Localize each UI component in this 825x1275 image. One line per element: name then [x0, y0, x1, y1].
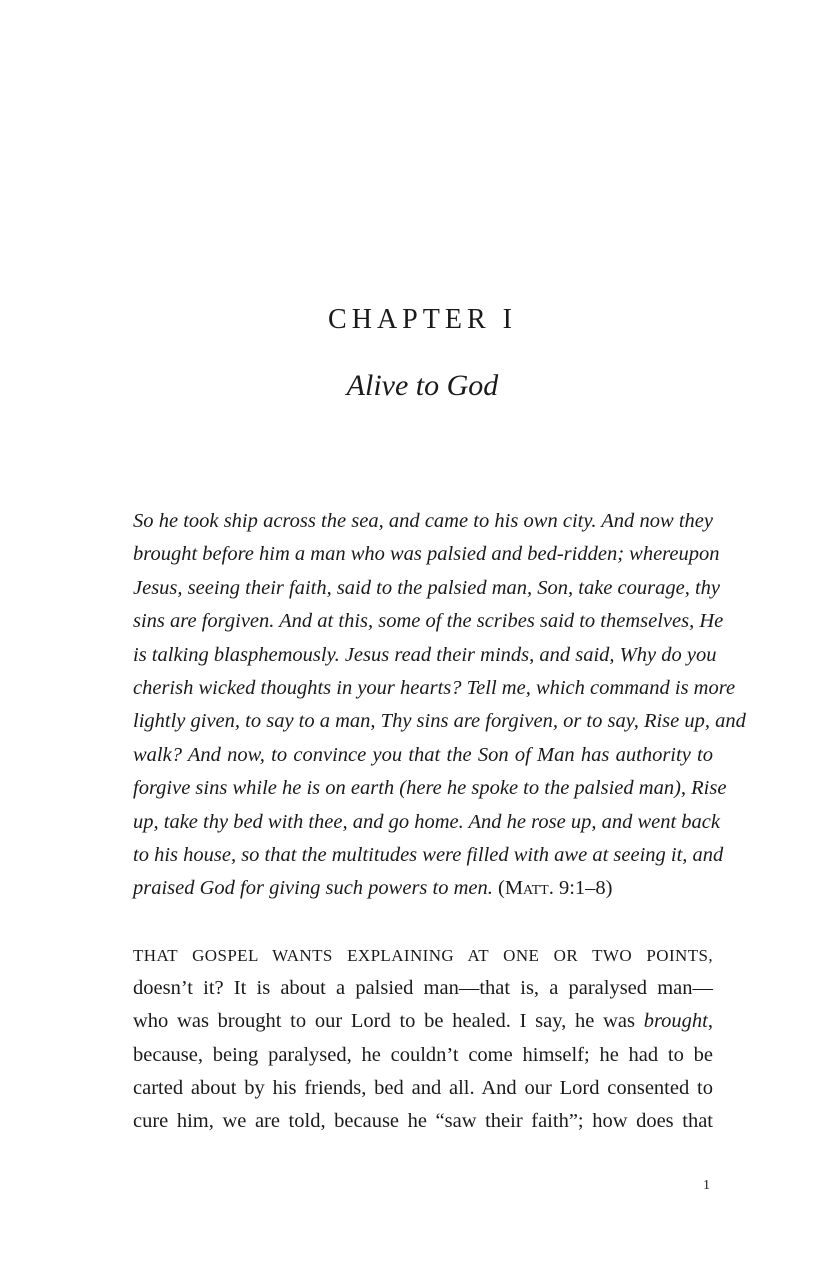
chapter-label: CHAPTER I — [328, 304, 517, 335]
epigraph-line: cherish wicked thoughts in your hearts? Tell me, which command is more — [133, 677, 736, 700]
body-line: because, being paralysed, he couldn’t come himself; he had to be — [133, 1043, 713, 1066]
epigraph-line: forgive sins while he is on earth (here he spoke to the palsied man), Rise — [133, 777, 727, 800]
epigraph-line: to his house, so that the multitudes were filled with awe at seeing it, and — [133, 844, 724, 867]
epigraph-last-line — [133, 872, 713, 905]
body-line — [133, 1005, 713, 1038]
scripture-citation — [498, 877, 613, 899]
epigraph-line: So he took ship across the sea, and came to his own city. And now they — [133, 510, 713, 532]
emphasis-brought: brought — [643, 1010, 708, 1033]
epigraph-line: brought before him a man who was palsied and bed-ridden; whereupon — [133, 543, 720, 566]
epigraph-line: sins are forgiven. And at this, some of the scribes said to themselves, He — [133, 610, 724, 633]
body-line: carted about by his friends, bed and all. And our Lord consented to — [133, 1076, 713, 1099]
citation-book: Matt. — [504, 877, 554, 900]
epigraph-line: walk? And now, to convince you that the Son of Man has authority to — [133, 743, 713, 766]
body-line-text: who was brought to our Lord to be healed. I say, he was — [133, 1010, 644, 1033]
chapter-title: Alive to God — [346, 369, 499, 402]
body-line: doesn’t it? It is about a palsied man—that is, a paralysed man— — [133, 977, 713, 1000]
lead-in-line: THAT GOSPEL WANTS EXPLAINING AT ONE OR TWO POINTS, — [133, 946, 713, 965]
page-number: 1 — [703, 1178, 710, 1193]
epigraph-line: up, take thy bed with thee, and go home. And he rose up, and went back — [133, 810, 720, 833]
epigraph-last-text: praised God for giving such powers to men. — [133, 877, 493, 900]
citation-reference: 9:1–8) — [553, 877, 613, 900]
epigraph-line: Jesus, seeing their faith, said to the palsied man, Son, take courage, thy — [133, 576, 721, 599]
citation-open-paren: ( — [498, 877, 505, 900]
body-text — [133, 939, 713, 1138]
epigraph — [133, 505, 746, 906]
epigraph-line: is talking blasphemously. Jesus read their minds, and said, Why do you — [133, 643, 717, 666]
epigraph-line: lightly given, to say to a man, Thy sins are forgiven, or to say, Rise up, and — [133, 710, 746, 733]
body-line: cure him, we are told, because he “saw their faith”; how does that — [133, 1110, 713, 1133]
body-line-punct: , — [707, 1010, 713, 1033]
